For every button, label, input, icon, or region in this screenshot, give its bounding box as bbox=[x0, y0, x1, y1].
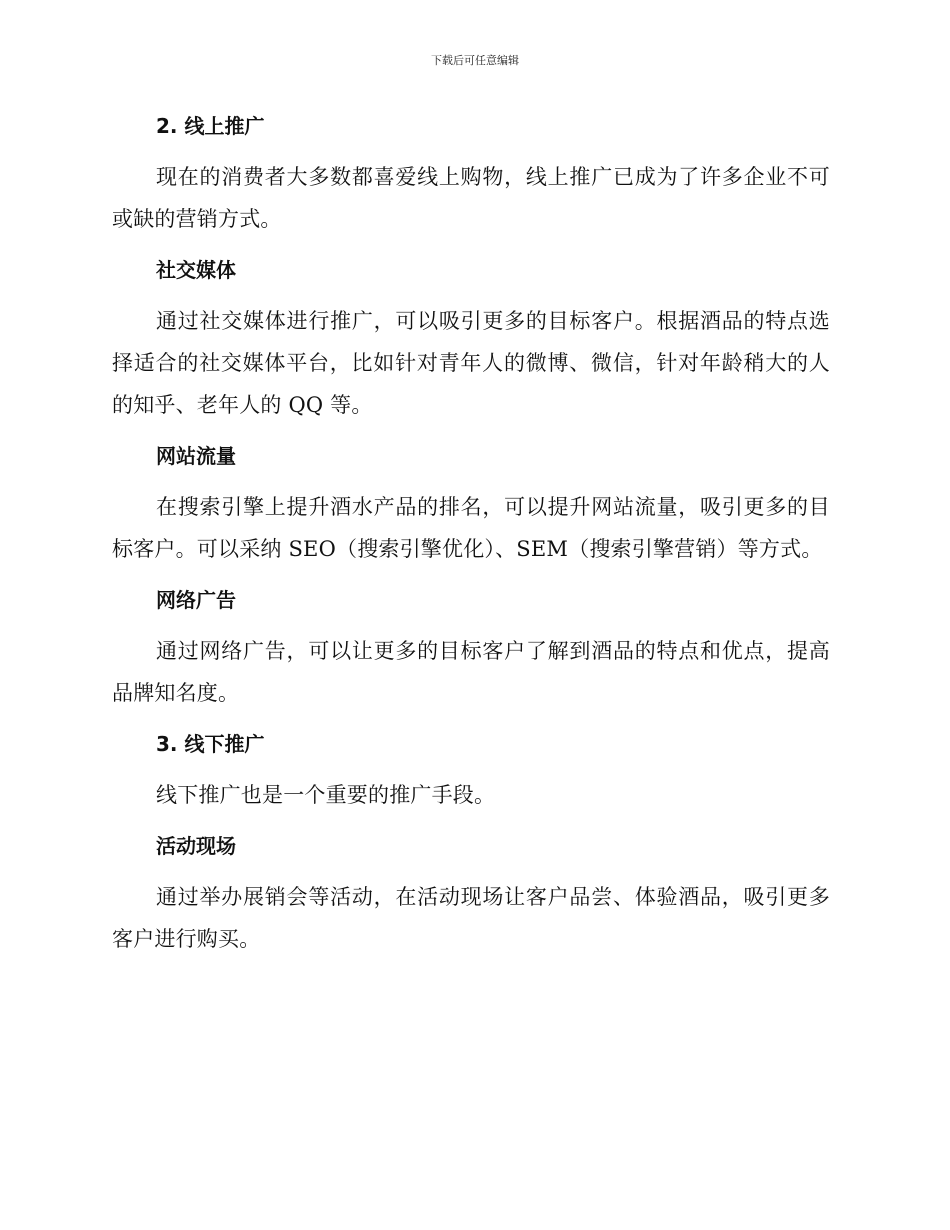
paragraph-online-ads: 通过网络广告，可以让更多的目标客户了解到酒品的特点和优点，提高品牌知名度。 bbox=[112, 639, 830, 705]
header-note: 下载后可任意编辑 bbox=[431, 54, 519, 67]
paragraph-website-traffic: 在搜索引擎上提升酒水产品的排名，可以提升网站流量，吸引更多的目标客户。可以采纳 SEO（搜索引擎优化）、SEM（搜索引擎营销）等方式。 bbox=[112, 495, 830, 561]
section-heading-online-ads: 网络广告 bbox=[156, 588, 236, 612]
paragraph-online-promotion: 现在的消费者大多数都喜爱线上购物，线上推广已成为了许多企业不可或缺的营销方式。 bbox=[112, 165, 830, 231]
paragraph-event-site: 通过举办展销会等活动，在活动现场让客户品尝、体验酒品，吸引更多客户进行购买。 bbox=[112, 885, 830, 951]
section-heading-website-traffic: 网站流量 bbox=[156, 444, 236, 468]
document-body bbox=[112, 108, 830, 972]
section-heading-offline-promotion: 3. 线下推广 bbox=[156, 732, 265, 756]
section-heading-social-media: 社交媒体 bbox=[156, 258, 236, 282]
paragraph-social-media: 通过社交媒体进行推广，可以吸引更多的目标客户。根据酒品的特点选择适合的社交媒体平台，比如针对青年人的微博、微信，针对年龄稍大的人的知乎、老年人的 QQ 等。 bbox=[112, 309, 830, 417]
paragraph-offline-promotion: 线下推广也是一个重要的推广手段。 bbox=[156, 783, 496, 807]
section-heading-event-site: 活动现场 bbox=[156, 834, 236, 858]
section-heading-online-promotion: 2. 线上推广 bbox=[156, 114, 265, 138]
